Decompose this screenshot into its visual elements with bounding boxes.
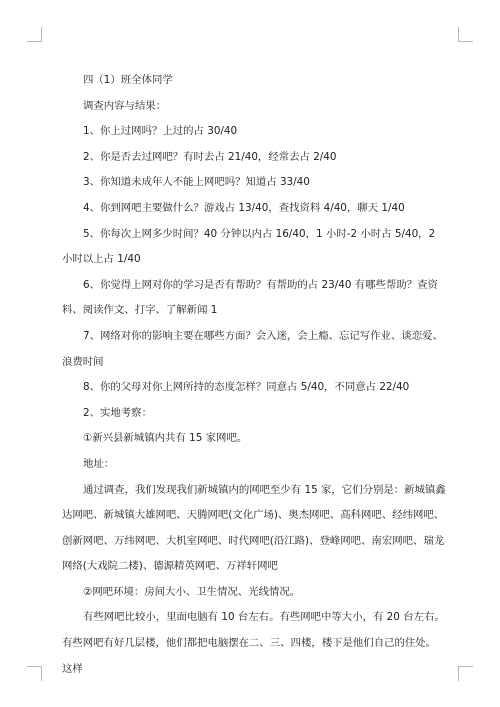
environment-paragraph: 有些网吧比较小，里面电脑有 10 台左右。有些网吧中等大小，有 20 台左右。有些网吧有好几层楼，他们都把电脑摆在二、三、四楼，楼下是他们自己的住处。这样 [62, 611, 445, 675]
survey-question-2: 2、你是否去过网吧？有时去占 21/40，经常去占 2/40 [83, 150, 337, 163]
survey-question-5: 5、你每次上网多少时间？40 分钟以内占 16/40，1 小时-2 小时占 5/40，2 小时以上占 1/40 [62, 227, 436, 266]
crop-mark-top-left [27, 27, 42, 42]
crop-mark-bottom-right [458, 666, 473, 681]
survey-question-8: 8、你的父母对你上网所持的态度怎样？同意占 5/40，不同意占 22/40 [83, 381, 410, 394]
survey-question-4: 4、你到网吧主要做什么？游戏占 13/40，查找资料 4/40，聊天 1/40 [83, 201, 405, 214]
survey-question-1: 1、你上过网吗？上过的占 30/40 [83, 125, 238, 138]
survey-question-6: 6、你觉得上网对你的学习是否有帮助？有帮助的占 23/40 有哪些帮助？查资料、阅读作文、打字、了解新闻 1 [62, 278, 438, 317]
survey-question-3: 3、你知道未成年人不能上网吧吗？知道占 33/40 [83, 176, 310, 189]
cafe-count-paragraph: ①新兴县新城镇内共有 15 家网吧。 [83, 432, 248, 445]
address-label: 地址： [83, 457, 115, 470]
survey-heading: 调查内容与结果： [83, 99, 167, 112]
survey-question-7: 7、网络对你的影响主要在哪些方面？会入迷，会上瘾、忘记写作业、谈恋爱、浪费时间 [62, 329, 443, 368]
class-heading: 四（1）班全体同学 [83, 74, 173, 86]
field-survey-heading: 2、实地考察： [83, 406, 152, 419]
environment-heading: ②网吧环境：房间大小、卫生情况、光线情况。 [83, 585, 301, 598]
document-body [62, 68, 446, 682]
cafe-list-paragraph: 通过调查，我们发现我们新城镇内的网吧至少有 15 家，它们分别是：新城镇鑫达网吧、新城镇大雄网吧、天腾网吧(文化广场)、奥杰网吧、高科网吧、经纬网吧、创新网吧、万纬网吧、大机室网吧、时代网吧(沿江路)、登峰网吧、南宏网吧、瑞龙网络(大戏院二楼)、德源精英网吧、万祥轩网吧 [62, 483, 446, 573]
crop-mark-top-right [458, 27, 473, 42]
crop-mark-bottom-left [27, 666, 42, 681]
